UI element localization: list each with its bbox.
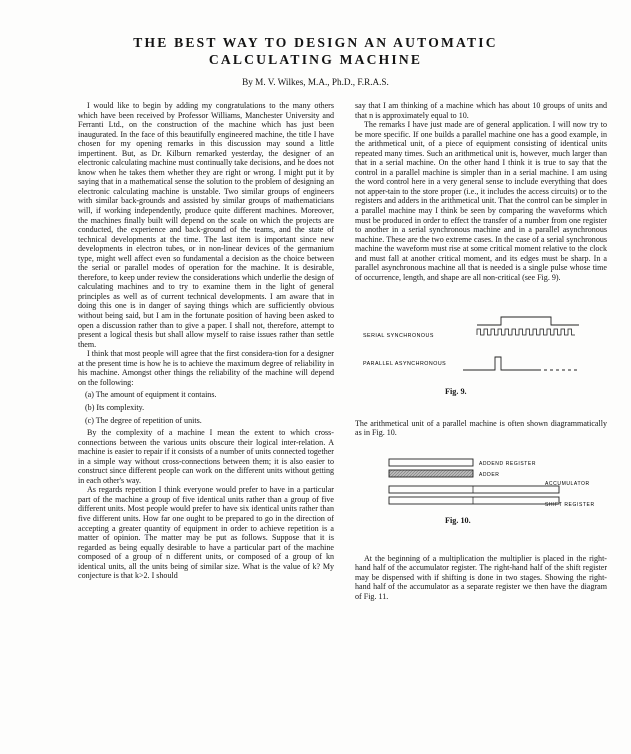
serial-gate-waveform (477, 317, 579, 325)
accumulator-box (389, 486, 559, 493)
shift-register-label: SHIFT REGISTER (545, 502, 595, 509)
addend-register-label: ADDEND REGISTER (479, 461, 537, 468)
list-item: (c) The degree of repetition of units. (85, 415, 202, 425)
figure-10-caption: Fig. 10. (445, 516, 471, 526)
paragraph: At the beginning of a multiplication the multiplier is placed in the right-hand half of the accumulator register. The right-hand half of the shift register may be dispensed with if shifting is done in two stages. Showing the right-hand half of the accumulator as a separate register we then have the diagram of Fig. 11. (355, 553, 607, 601)
paragraph: The arithmetical unit of a parallel machine is often shown diagrammatically as in Fig. 10. (355, 418, 607, 438)
shift-register-box (389, 497, 559, 504)
adder-box (389, 470, 473, 477)
paragraph: The remarks I have just made are of general application. I will now try to be more specific. If one builds a parallel machine one has a good example, in the arithmetical unit, of a piece of equipment consisting of identical units repeated many times. Such an arithmetical unit is, however, much larger than that in a serial machine. On the other hand I think it is true to say that the control in a parallel machine is simpler than in a serial machine. I am using the word control here in a very general sense to include everything that does not apper-tain to the store proper (i.e., it includes the access circuits) or to the registers and adders in the arithmetical unit. That the control can be simpler in a parallel machine may I think be seen by comparing the waveforms which must be produced in order to effect the transfer of a number from one register to another in a serial synchronous machine and in a parallel asynchronous machine. These are the two extreme cases. In the case of a serial synchronous machine the waveform must rise at some critical moment relative to the clock and must fall at another critical moment, and its edges must be sharp. In a parallel asynchronous machine all that is needed is a single pulse whose time of occurrence, length, and shape are all non-critical (see Fig. 9). (355, 120, 607, 282)
figure-9 (355, 305, 607, 397)
article-title-line-2: CALCULATING MACHINE (208, 52, 423, 67)
paragraph: As regards repetition I think everyone would prefer to have in a particular part of the machine a group of five identical units rather than a group of five different units. Most people would prefer to have six identical units rather than five different units. How far one ought to be prepared to go in the direction of accepting a greater quantity of equipment in order to achieve repetition is a matter of opinion. The matter may be put as follows. Suppose that it is regarded as being equally desirable to have a particular part of the machine composed of a group of n different units, or composed of a group of kn identical units, all the units being of similar size. What is the value of k? My conjecture is that k>2. I should (78, 485, 334, 581)
reliability-factors-list (78, 390, 334, 425)
figure-10 (355, 450, 607, 526)
left-column (78, 101, 334, 581)
serial-clock-waveform (477, 329, 575, 335)
paragraph: I would like to begin by adding my congratulations to the many others which have been received by Professor Williams, Manchester University and Ferranti Ltd., on the construction of the machine which has just been inaugurated. In the face of this beautifully engineered machine, the title I have chosen for my opening remarks in this discussion may sound a little impertinent. But, as Dr. Kilburn remarked yesterday, the designer of an electronic calculating machine must continually take decisions, and he does not know when he takes them whether they are right or wrong. I might put it by saying that in a mathematical sense the solution to the problem of designing an electronic calculating machine is unstable. Two similar groups of engineers with similar back-grounds and assisted by similar groups of mathematicians will, if working independently, produce quite different machines. Moreover, the machines finally built will depend on the scale on which the projects are conducted, the experience and back-ground of the teams, and the state of technical developments at the time. The last item is important since new developments in electron tubes, or in non-linear devices of the germanium type, might well affect even so fundamental a decision as the choice between the serial or parallel modes of operation for the machine. It is desirable, therefore, to keep under review the considerations which underlie the design of calculating machines and to try to examine them in the light of general principles as well as of current technical developments. I am aware that in doing this one is in danger of saying things which are sufficiently obvious without being said, but I am in the fortunate position of having been asked to open a discussion rather than to give a paper. I shall not, therefore, attempt to present a logical thesis but shall allow myself to raise issues rather than settle them. (78, 101, 334, 349)
list-item: (b) Its complexity. (85, 402, 145, 412)
article-title-line-1: THE BEST WAY TO DESIGN AN AUTOMATIC (133, 35, 498, 50)
addend-register-box (389, 459, 473, 466)
paragraph: I think that most people will agree that the first considera-tion for a designer at the present time is how he is to achieve the maximum degree of reliability in his machine. Amongst other things the reliability of the machine will depend on the following: (78, 349, 334, 387)
accumulator-label: ACCUMULATOR (545, 481, 590, 488)
right-column (355, 101, 607, 601)
paragraph: By the complexity of a machine I mean the extent to which cross-connections between the various units obscure their logical inter-relation. A machine is easier to repair if it consists of a number of units connected together in a simple way without cross-connections between them; it is also easier to construct since different people can work on the different units without getting in each other's way. (78, 428, 334, 485)
parallel-asynchronous-label: PARALLEL ASYNCHRONOUS (363, 361, 447, 368)
author-byline: By M. V. Wilkes, M.A., Ph.D., F.R.A.S. (242, 77, 389, 87)
list-item: (a) The amount of equipment it contains. (85, 390, 217, 400)
adder-label: ADDER (479, 472, 500, 479)
parallel-pulse-waveform (463, 357, 579, 370)
register-diagram (355, 450, 607, 514)
figure-9-caption: Fig. 9. (445, 387, 467, 397)
serial-synchronous-label: SERIAL SYNCHRONOUS (363, 333, 434, 340)
waveform-diagram (355, 305, 607, 387)
paragraph: say that I am thinking of a machine which has about 10 groups of units and that n is approximately equal to 10. (355, 101, 607, 120)
